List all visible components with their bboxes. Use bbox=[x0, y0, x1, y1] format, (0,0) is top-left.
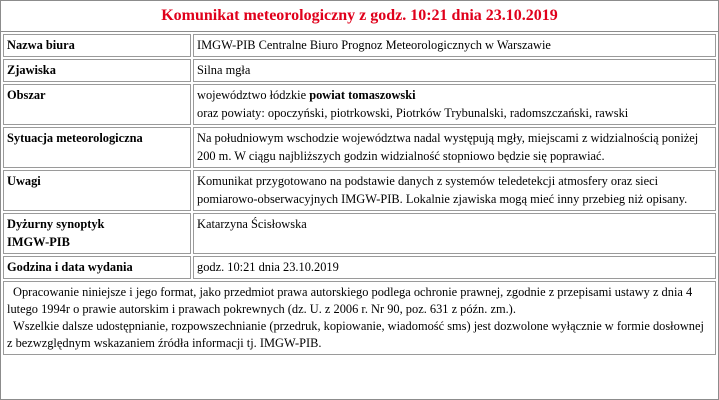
area-voivodeship: województwo łódzkie bbox=[197, 88, 310, 102]
forecaster-label bbox=[3, 213, 191, 254]
row-phenomena bbox=[3, 59, 716, 82]
row-issue-time bbox=[3, 256, 716, 279]
area-label: Obszar bbox=[3, 84, 191, 125]
remarks-label: Uwagi bbox=[3, 170, 191, 211]
forecaster-label-line2: IMGW-PIB bbox=[7, 235, 70, 249]
issue-time-label: Godzina i data wydania bbox=[3, 256, 191, 279]
forecaster-label-line1: Dyżurny synoptyk bbox=[7, 217, 105, 231]
phenomena-value: Silna mgła bbox=[193, 59, 716, 82]
row-forecaster bbox=[3, 213, 716, 254]
row-office bbox=[3, 34, 716, 57]
phenomena-label: Zjawiska bbox=[3, 59, 191, 82]
forecaster-value: Katarzyna Ścisłowska bbox=[193, 213, 716, 254]
situation-label: Sytuacja meteorologiczna bbox=[3, 127, 191, 168]
situation-value: Na południowym wschodzie województwa nadal występują mgły, miejscami z widzialnością poniżej 200 m. W ciągu najbliższych godzin widzialność stopniowo będzie się poprawiać. bbox=[193, 127, 716, 168]
area-main-county: powiat tomaszowski bbox=[309, 88, 416, 102]
copyright-notice bbox=[3, 281, 716, 355]
remarks-value: Komunikat przygotowano na podstawie danych z systemów teledetekcji atmosfery oraz sieci pomiarowo-obserwacyjnych IMGW-PIB. Lokalnie zjawiska mogą mieć inny przebieg niż opisany. bbox=[193, 170, 716, 211]
office-label: Nazwa biura bbox=[3, 34, 191, 57]
row-area bbox=[3, 84, 716, 125]
row-remarks bbox=[3, 170, 716, 211]
copyright-paragraph-2: Wszelkie dalsze udostępnianie, rozpowszechnianie (przedruk, kopiowanie, wiadomość sms) jest dozwolone wyłącznie w formie dosłownej z bezwzględnym wskazaniem źródła informacji tj. IMGW-PIB. bbox=[7, 319, 704, 350]
office-value: IMGW-PIB Centralne Biuro Prognoz Meteorologicznych w Warszawie bbox=[193, 34, 716, 57]
issue-time-value: godz. 10:21 dnia 23.10.2019 bbox=[193, 256, 716, 279]
bulletin-table bbox=[1, 32, 718, 281]
area-value bbox=[193, 84, 716, 125]
copyright-paragraph-1: Opracowanie niniejsze i jego format, jako przedmiot prawa autorskiego podlega ochronie prawnej, zgodnie z przepisami ustawy z dnia 4 lutego 1994r o prawie autorskim i prawach pokrewnych (dz. U. z 2006 r. Nr 90, poz. 631 z późn. zm.). bbox=[7, 285, 693, 316]
area-other-counties: oraz powiaty: opoczyński, piotrkowski, Piotrków Trybunalski, radomszczański, rawski bbox=[197, 106, 629, 120]
row-situation bbox=[3, 127, 716, 168]
bulletin-title: Komunikat meteorologiczny z godz. 10:21 dnia 23.10.2019 bbox=[1, 1, 718, 32]
